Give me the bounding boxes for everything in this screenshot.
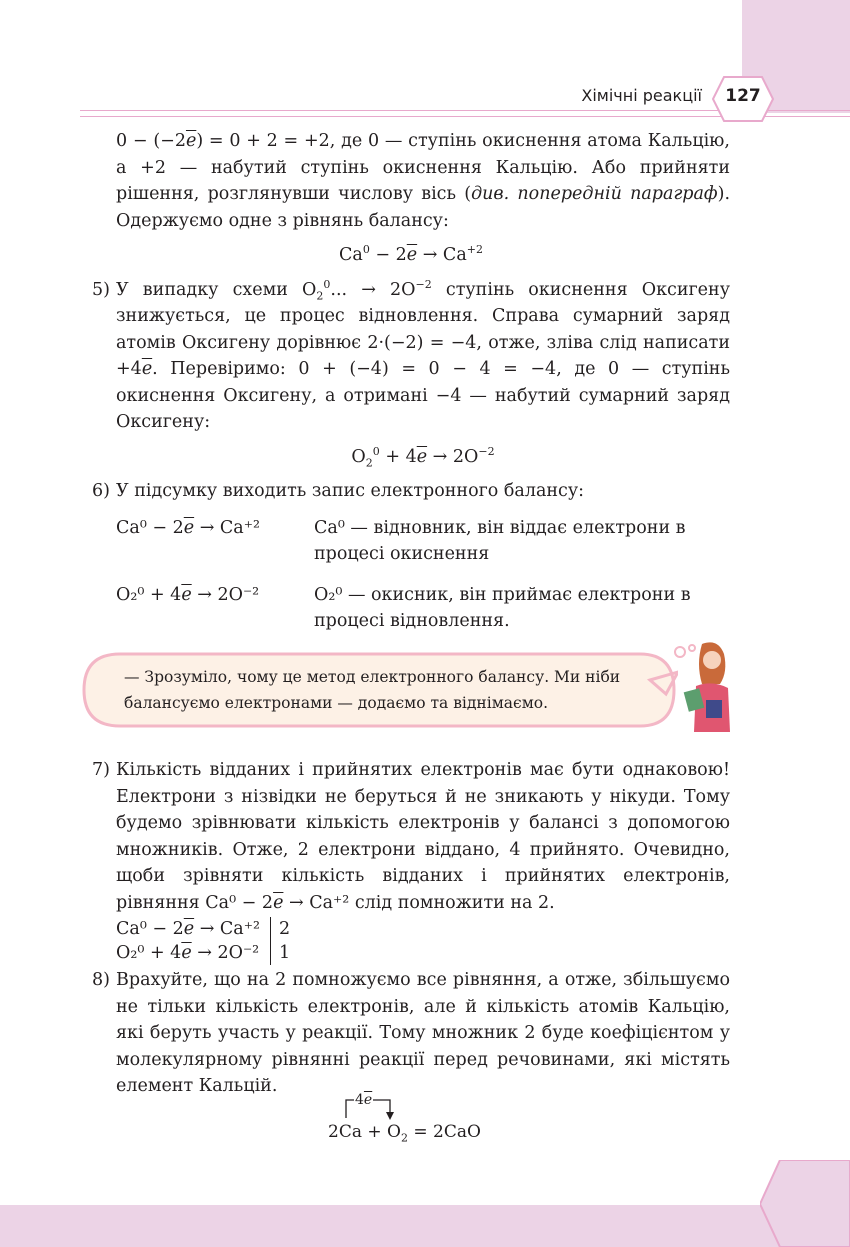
list-item-8 <box>92 967 730 1100</box>
balance-equation: $O_2^0 + 4\overline{e} \to 2O^{-2}$ <box>116 584 260 605</box>
page-body <box>92 128 730 649</box>
electron-balance-table <box>116 515 730 635</box>
item-number: 6) <box>92 481 110 501</box>
balance-description: O₂⁰ — окисник, він приймає електрони в процесі відновлення. <box>314 584 691 631</box>
formula-calcium-oxidation: $Ca^0 - 2\overline{e} \to Ca^{+2}$ <box>339 243 483 265</box>
multiplier-equation: $Ca^0 - 2\overline{e} \to Ca^{+2}$ <box>116 917 271 941</box>
electron-symbol: $\overline{e}$ <box>406 245 418 265</box>
list-item-6 <box>92 478 730 505</box>
item-number: 5) <box>92 279 110 300</box>
page-body-lower <box>92 757 730 1100</box>
multiplier-value: 1 <box>279 943 291 963</box>
balance-description: Ca⁰ — відновник, він віддає електрони в процесі окиснення <box>314 517 686 564</box>
electron-symbol: $\overline{e}$ <box>185 131 197 151</box>
electron-transfer-label: $4\overline{e}$ <box>355 1092 373 1108</box>
item-number: 7) <box>92 760 110 780</box>
item-number: 8) <box>92 970 110 990</box>
page-number: 127 <box>725 86 761 106</box>
paragraph-text: ). Одержуємо одне з рівнянь балансу: <box>116 184 731 231</box>
student-girl-illustration <box>672 638 730 732</box>
balance-multipliers <box>116 917 290 965</box>
formula-oxygen-reduction: $O_2^0 + 4\overline{e} \to 2O^{-2}$ <box>351 444 495 469</box>
item-text: Врахуйте, що на 2 помножуємо все рівняння, а отже, збільшуємо не тільки кількість електронів, але й кількість атомів Кальцію, які беруть участь у реакції. Тому множник 2 буде коефіцієнтом у молекулярному рівнянні реакції перед речовинами, які містять елемент Кальцій. <box>116 970 730 1096</box>
balance-equation: $Ca^0 - 2\overline{e} \to Ca^{+2}$ <box>116 517 260 538</box>
multiplier-value: 2 <box>279 919 291 939</box>
balance-row <box>116 582 730 635</box>
multiplier-equation: $O_2^0 + 4\overline{e} \to 2O^{-2}$ <box>116 941 271 965</box>
balance-row <box>116 515 730 568</box>
electron-symbol: $\overline{e}$ <box>141 359 153 379</box>
item-text: У підсумку виходить запис електронного балансу: <box>116 481 585 501</box>
page-corner-hexagon <box>760 1160 850 1247</box>
chapter-title: Хімічні реакції <box>581 86 702 105</box>
list-item-5: 5) У випадку схеми $O_2^0$... → $2O^{-2}$ ступінь окиснення Оксигену знижується, це процес відновлення. Справа сумарний заряд атомів Оксигену дорівнює 2·(−2) = −4, отже, зліва слід написати $+4\overline{e}$. Перевіримо: 0 + (−4) = 0 − 4 = −4, де 0 — ступінь окиснення Оксигену, а отримані −4 — набутий сумарний заряд Оксигену: $O_2^0 + 4\overline{e} \to 2O^{-2}$ <box>92 277 730 469</box>
math-expression: ) = 0 + 2 = +2, <box>196 131 336 151</box>
footer-band <box>0 1205 850 1247</box>
speech-bubble-text: — Зрозуміло, чому це метод електронного балансу. Ми ніби балансуємо електронами — додаємо та віднімаємо. <box>124 668 621 712</box>
list-item-7: 7) Кількість відданих і прийнятих електронів має бути однаковою! Електрони з нізвідки не беруться й не зникають у нікуди. Тому будемо зрівнювати кількість електронів у балансі з допомогою множників. Отже, 2 електрони віддано, 4 прийнято. Очевидно, щоби зрівняти кількість відданих і прийнятих електронів, рівняння $Ca^0 - 2\overline{e} \to Ca^{+2}$ слід помножити на 2. <box>92 757 730 916</box>
paragraph-continuation <box>92 128 730 234</box>
paragraph-text: де 0 — ступінь окиснення атома Кальцію, а +2 — набутий ступінь окиснення Кальцію. Або прийняти рішення, розглянувши числову вісь ( <box>116 131 730 204</box>
italic-reference: див. попередній параграф <box>471 184 718 204</box>
math-expression: 0 − (−2 <box>116 131 186 151</box>
